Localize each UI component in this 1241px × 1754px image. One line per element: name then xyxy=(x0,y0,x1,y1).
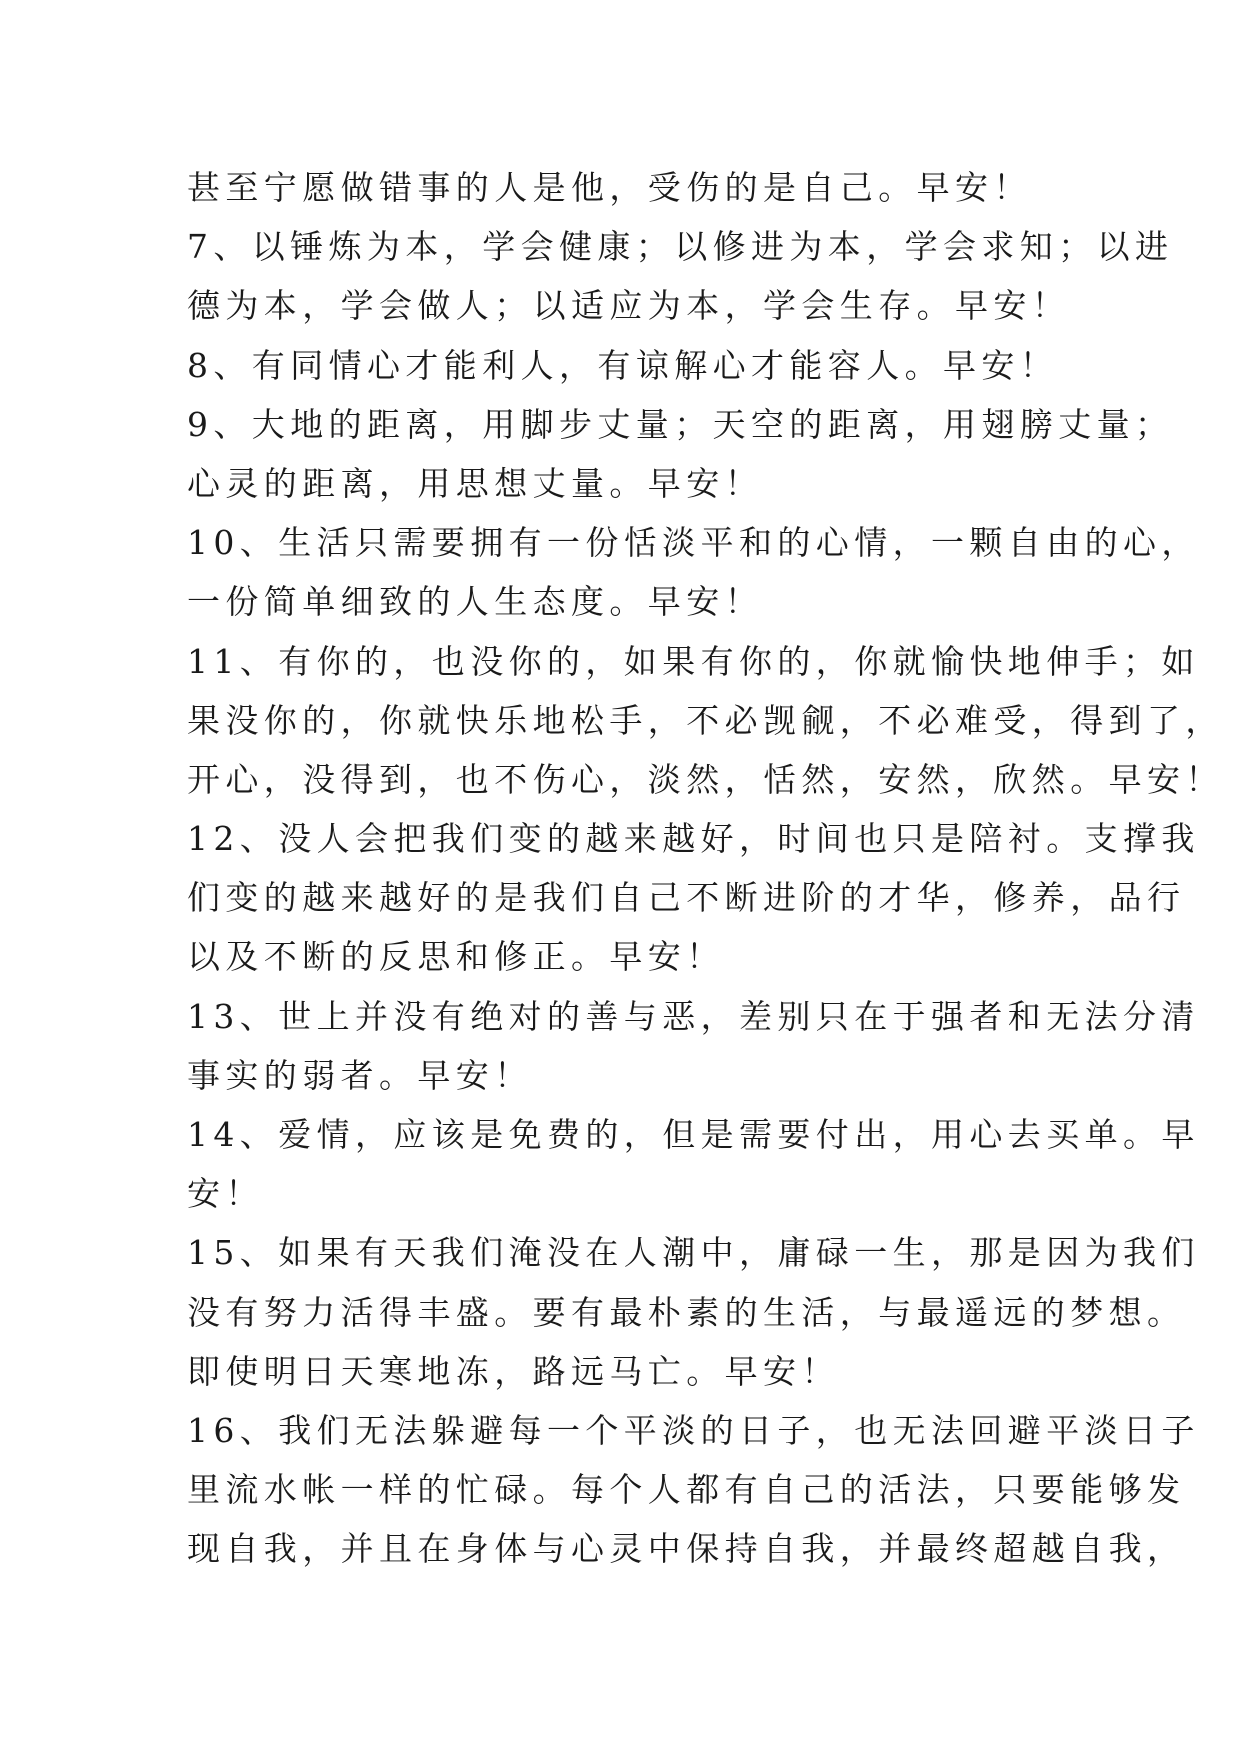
text-line: 8、有同情心才能利人，有谅解心才能容人。早安！ xyxy=(187,345,1059,385)
text-line: 11、有你的，也没你的，如果有你的，你就愉快地伸手；如 xyxy=(187,641,1200,681)
text-line: 16、我们无法躲避每一个平淡的日子，也无法回避平淡日子 xyxy=(187,1410,1200,1450)
text-line: 们变的越来越好的是我们自己不断进阶的才华，修养，品行 xyxy=(187,878,1186,918)
text-line: 里流水帐一样的忙碌。每个人都有自己的活法，只要能够发 xyxy=(187,1470,1186,1510)
text-line: 没有努力活得丰盛。要有最朴素的生活，与最遥远的梦想。 xyxy=(187,1292,1186,1332)
text-line: 14、爱情，应该是免费的，但是需要付出，用心去买单。早 xyxy=(187,1115,1200,1154)
text-line: 15、如果有天我们淹没在人潮中，庸碌一生，那是因为我们 xyxy=(187,1233,1200,1273)
text-line: 心灵的距离，用思想丈量。早安！ xyxy=(187,463,763,503)
text-line: 果没你的，你就快乐地松手，不必觊觎，不必难受，得到了， xyxy=(187,700,1224,740)
text-line: 一份简单细致的人生态度。早安！ xyxy=(187,582,763,622)
document-text-body xyxy=(187,158,1224,1579)
text-line: 9、大地的距离，用脚步丈量；天空的距离，用翅膀丈量； xyxy=(187,404,1174,444)
text-line: 现自我，并且在身体与心灵中保持自我，并最终超越自我， xyxy=(187,1529,1186,1569)
text-line: 7、以锤炼为本，学会健康；以修进为本，学会求知；以进 xyxy=(187,227,1174,267)
text-line: 13、世上并没有绝对的善与恶，差别只在于强者和无法分清 xyxy=(187,996,1200,1036)
text-line: 以及不断的反思和修正。早安！ xyxy=(187,937,725,977)
text-line: 甚至宁愿做错事的人是他，受伤的是自己。早安！ xyxy=(187,168,1032,207)
text-line: 开心，没得到，也不伤心，淡然，恬然，安然，欣然。早安！ xyxy=(187,759,1224,799)
text-line: 10、生活只需要拥有一份恬淡平和的心情，一颗自由的心， xyxy=(187,523,1200,563)
text-line: 安！ xyxy=(187,1174,264,1214)
text-line: 即使明日天寒地冻，路远马亡。早安！ xyxy=(187,1351,840,1391)
text-line: 事实的弱者。早安！ xyxy=(187,1055,533,1095)
text-line: 12、没人会把我们变的越来越好，时间也只是陪衬。支撑我 xyxy=(187,819,1200,859)
text-line: 德为本，学会做人；以适应为本，学会生存。早安！ xyxy=(187,286,1071,326)
